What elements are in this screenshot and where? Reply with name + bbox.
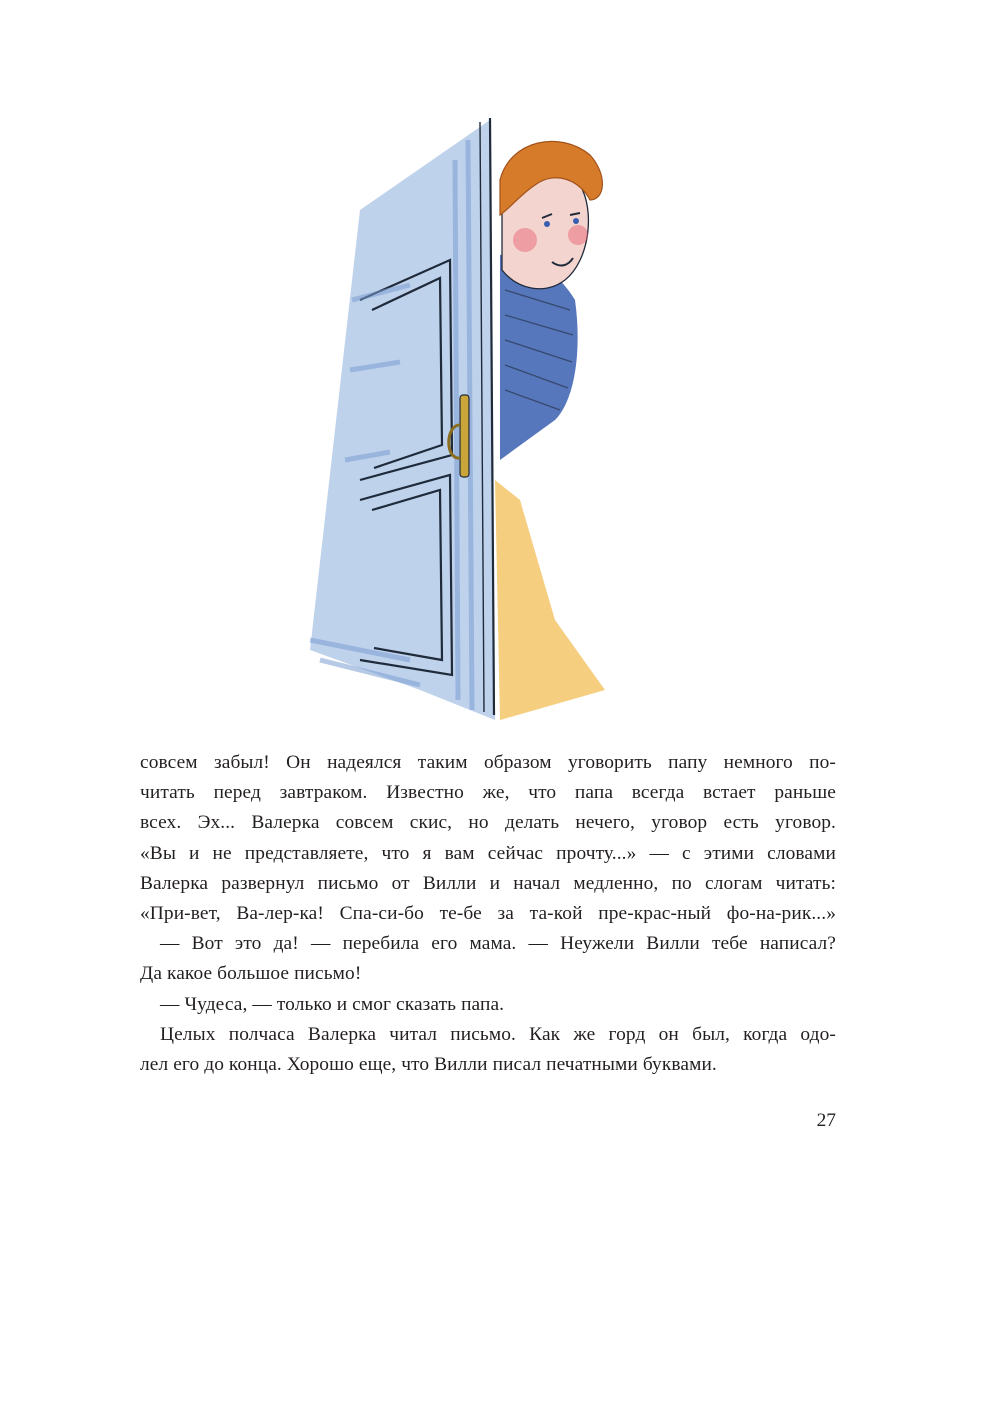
light-beam — [495, 480, 605, 720]
text-line: совсем забыл! Он надеялся таким образом уговорить папу немного по- — [140, 752, 836, 773]
text-line: Валерка развернул письмо от Вилли и начал медленно, по слогам читать: — [140, 872, 836, 894]
text-line: Целых полчаса Валерка читал письмо. Как же горд он был, когда одо- — [160, 1023, 836, 1045]
text-line: — Чудеса, — только и смог сказать папа. — [160, 993, 505, 1015]
text-line: лел его до конца. Хорошо еще, что Вилли писал печатными буквами. — [140, 1054, 717, 1076]
text-line: всех. Эх... Валерка совсем скис, но делать нечего, уговор есть уговор. — [140, 812, 836, 834]
text-line: — Вот это да! — перебила его мама. — Неужели Вилли тебе написал? — [160, 933, 836, 955]
text-line: читать перед завтраком. Известно же, что папа всегда встает раньше — [140, 782, 836, 804]
text-line: Да какое большое письмо! — [140, 963, 362, 985]
boy-peeking-behind-door-icon — [290, 100, 650, 740]
text-line: «Вы и не представляете, что я вам сейчас прочту...» — с этими словами — [140, 842, 836, 864]
body-text — [140, 748, 836, 1080]
illustration — [290, 100, 650, 740]
text-line: «При-вет, Ва-лер-ка! Спа-си-бо те-бе за та-кой пре-крас-ный фо-на-рик...» — [140, 903, 836, 925]
page-number: 27 — [816, 1110, 836, 1131]
